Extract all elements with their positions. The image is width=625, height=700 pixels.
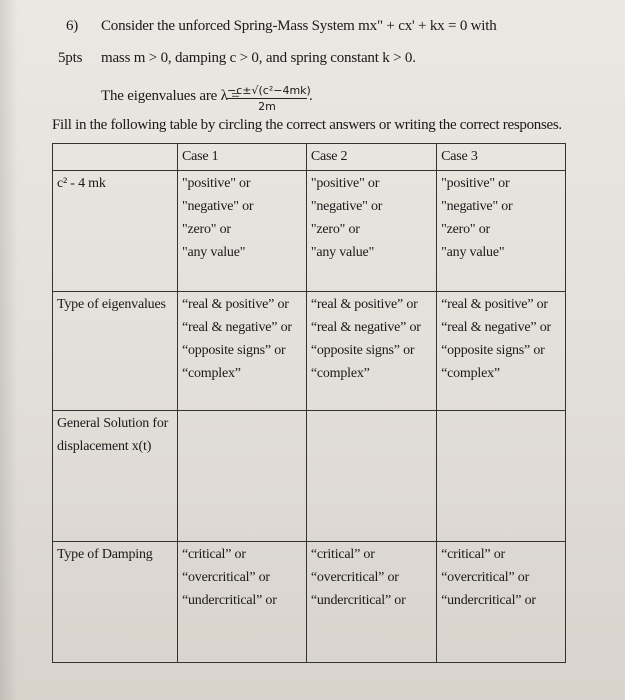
eigenvalue-numerator: −c±√(c²−4mk)	[227, 84, 311, 97]
table-row-eigenvalues	[53, 292, 566, 411]
option-undercritical[interactable]: “undercritical” or	[310, 593, 406, 608]
option-opposite-signs[interactable]: “opposite signs” or	[441, 343, 545, 358]
option-zero[interactable]: "zero" or	[181, 222, 231, 237]
option-real-negative[interactable]: “real & negative” or	[441, 320, 551, 335]
problem-statement-line1: Consider the unforced Spring-Mass System mx" + cx' + kx = 0 with	[101, 18, 497, 34]
option-positive[interactable]: "positive" or	[310, 176, 380, 191]
case2-damping-cell[interactable]	[306, 542, 436, 663]
option-complex[interactable]: “complex”	[441, 366, 500, 381]
instructions: Fill in the following table by circling the correct answers or writing the correct responses.	[52, 117, 562, 133]
problem-points: 5pts	[58, 50, 83, 66]
case1-damping-cell[interactable]	[177, 542, 306, 663]
option-overcritical[interactable]: “overcritical” or	[181, 570, 270, 585]
option-opposite-signs[interactable]: “opposite signs” or	[181, 343, 286, 358]
option-real-negative[interactable]: “real & negative” or	[310, 320, 421, 335]
eigenvalue-suffix: .	[309, 88, 313, 104]
option-real-positive[interactable]: “real & positive” or	[181, 297, 289, 312]
row-label-general-solution	[53, 411, 178, 542]
table-header-row	[53, 144, 566, 171]
header-case-1: Case 1	[177, 144, 306, 171]
case3-discriminant-cell[interactable]	[437, 171, 566, 292]
option-complex[interactable]: “complex”	[181, 366, 241, 381]
option-any-value[interactable]: "any value"	[310, 245, 375, 260]
eigenvalue-denominator: 2m	[258, 100, 276, 113]
header-case-3: Case 3	[437, 144, 566, 171]
problem-number: 6)	[66, 18, 79, 34]
option-real-positive[interactable]: “real & positive” or	[441, 297, 548, 312]
option-undercritical[interactable]: “undercritical” or	[181, 593, 277, 608]
case2-discriminant-cell[interactable]	[306, 171, 436, 292]
row-label-discriminant	[53, 171, 178, 292]
table-row-damping	[53, 542, 566, 663]
option-any-value[interactable]: "any value"	[441, 245, 505, 260]
option-negative[interactable]: "negative" or	[310, 199, 383, 214]
option-overcritical[interactable]: “overcritical” or	[441, 570, 530, 585]
option-real-positive[interactable]: “real & positive” or	[310, 297, 418, 312]
case3-general-solution-cell[interactable]	[437, 411, 566, 542]
option-negative[interactable]: "negative" or	[441, 199, 513, 214]
table-row-discriminant	[53, 171, 566, 292]
option-critical[interactable]: “critical” or	[441, 547, 505, 562]
option-undercritical[interactable]: “undercritical” or	[441, 593, 536, 608]
case1-general-solution-cell[interactable]	[177, 411, 306, 542]
option-real-negative[interactable]: “real & negative” or	[181, 320, 292, 335]
option-positive[interactable]: "positive" or	[181, 176, 251, 191]
option-zero[interactable]: "zero" or	[310, 222, 360, 237]
eigenvalue-fraction	[227, 84, 311, 113]
header-blank-cell	[53, 144, 178, 171]
general-solution-label-line2: displacement x(t)	[57, 439, 152, 454]
case1-eigenvalues-cell[interactable]	[177, 292, 306, 411]
general-solution-label-line1: General Solution for	[57, 416, 169, 431]
option-positive[interactable]: "positive" or	[441, 176, 510, 191]
table-row-general-solution	[53, 411, 566, 542]
problem-statement-line2: mass m > 0, damping c > 0, and spring constant k > 0.	[101, 50, 416, 66]
row-label-eigenvalues	[53, 292, 178, 411]
eigenvalues-label: Type of eigenvalues	[57, 297, 166, 312]
row-label-damping	[53, 542, 178, 663]
option-critical[interactable]: “critical” or	[181, 547, 246, 562]
option-overcritical[interactable]: “overcritical” or	[310, 570, 399, 585]
damping-label: Type of Damping	[57, 547, 153, 562]
option-negative[interactable]: "negative" or	[181, 199, 254, 214]
option-critical[interactable]: “critical” or	[310, 547, 375, 562]
discriminant-label: c² - 4 mk	[57, 176, 106, 191]
page-shadow	[0, 0, 18, 700]
case2-general-solution-cell[interactable]	[306, 411, 436, 542]
option-complex[interactable]: “complex”	[310, 366, 370, 381]
option-any-value[interactable]: "any value"	[181, 245, 246, 260]
answer-table	[52, 143, 566, 663]
header-case-2: Case 2	[306, 144, 436, 171]
case3-damping-cell[interactable]	[437, 542, 566, 663]
eigenvalue-prefix: The eigenvalues are λ =	[101, 88, 240, 104]
case3-eigenvalues-cell[interactable]	[437, 292, 566, 411]
case1-discriminant-cell[interactable]	[177, 171, 306, 292]
option-opposite-signs[interactable]: “opposite signs” or	[310, 343, 415, 358]
option-zero[interactable]: "zero" or	[441, 222, 490, 237]
case2-eigenvalues-cell[interactable]	[306, 292, 436, 411]
